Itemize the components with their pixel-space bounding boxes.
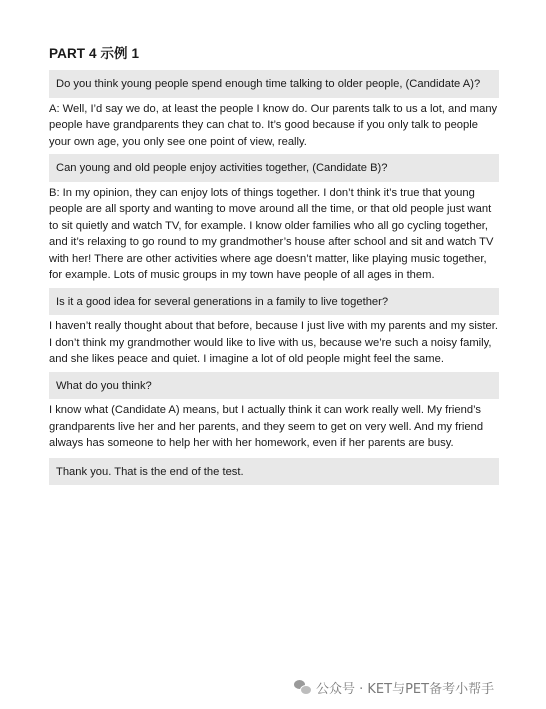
- candidate-answer-3: I haven’t really thought about that before, because I just live with my parents and my sister. I don’t think my grandmother would like to live with us, because we’re such a noisy family, and she likes peace and quiet. I imagine a lot of old people might feel the same.: [49, 320, 498, 365]
- wechat-icon: [294, 680, 310, 694]
- watermark: [294, 676, 494, 698]
- examiner-question-4: What do you think?: [49, 372, 499, 400]
- candidate-answer-4: I know what (Candidate A) means, but I actually think it can work really well. My friend’s grandparents live her and her parents, and they seem to get on very well. And my friend always has someone to help her with her homework, even if her parents are busy.: [49, 404, 484, 449]
- page-heading: PART 4 示例 1: [49, 46, 140, 61]
- candidate-answer-2: B: In my opinion, they can enjoy lots of things together. I don’t think it’s true that young people are all sporty and wanting to move around all the time, or that old people just want to sit quietly and watch TV, for example. I know older families who all go cycling together, and it’s relaxing to go round to my grandmother’s house after school and sit and watch TV with her! There are other activities where age doesn’t matter, like playing music together, for example. Lots of music groups in my town have people of all ages in them.: [49, 186, 494, 281]
- examiner-question-3: Is it a good idea for several generations in a family to live together?: [49, 288, 499, 316]
- examiner-question-2: Can young and old people enjoy activities together, (Candidate B)?: [49, 154, 499, 182]
- examiner-closing: Thank you. That is the end of the test.: [49, 458, 499, 486]
- watermark-text: 公众号 · KET与PET备考小帮手: [316, 681, 495, 697]
- candidate-answer-1: A: Well, I’d say we do, at least the people I know do. Our parents talk to us a lot, and many people have grandparents they can chat to. It’s good because if you only talk to people your own age, you only see one point of view, really.: [49, 102, 498, 148]
- examiner-question-1: Do you think young people spend enough time talking to older people, (Candidate A)?: [49, 70, 499, 98]
- document-page: [49, 44, 499, 488]
